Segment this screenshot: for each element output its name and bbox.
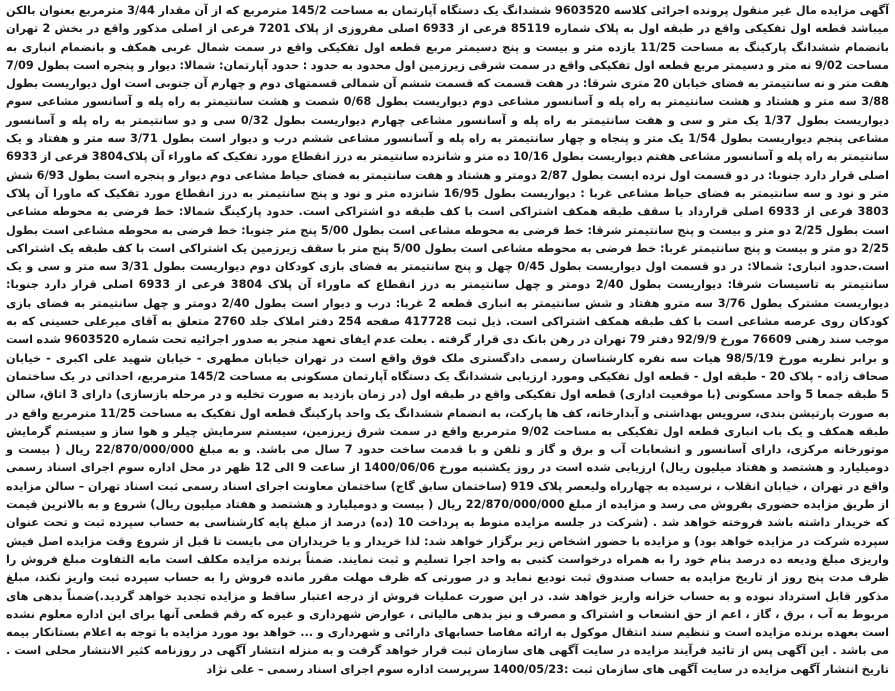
auction-notice-body: آگهی مزایده مال غیر منقول پرونده اجرائی کلاسه 9603520 ششدانگ یک دستگاه آپارتمان به مساحت 145/2 مترمربع که از آن مقدار 3/44 مترمربع بعنوان بالکن میباشد قطعه اول تفکیکی واقع در طبقه اول به پلاک شماره 85119 فرعی از 6933 اصلی مفروزی از پلاک 7201 فرعی از اصلی مذکور واقع در بخش 2 تهران بانضمام ششدانگ پارکینگ به مساحت 11/25 یازده متر و بیست و پنج دسیمتر مربع قطعه اول تفکیکی واقع در سمت شمال غربی همکف و بانضمام انباری به مساحت 9/02 نه متر و دسیمتر مربع قطعه اول تفکیکی واقع در سمت شرقی زیرزمین اول محدود به حدود : حدود آپارتمان: شمالا: دیوار و پنجره است بطول 7/09 هفت متر و نه سانتیمتر به فضای خیابان 20 متری شرقا: در هفت قسمت که قسمت ششم آن شمالی قسمتهای دوم و چهارم آن جنوبی است اول دیواریست بطول 3/88 سه متر و هشتاد و هشت سانتیمتر به راه پله و آسانسور مشاعی دوم دیواریست بطول 0/68 شصت و هشت سانتیمتر به راه پله و آسانسور مشاعی سوم دیواریست بطول 1/37 یک متر و سی و هفت سانتیمتر به راه پله و آسانسور مشاعی چهارم دیواریست بطول 0/32 سی و دو سانتیمتر به راه پله و آسانسور مشاعی پنجم دیواریست بطول 1/54 یک متر و پنجاه و چهار سانتیمتر به راه پله و آسانسور مشاعی ششم درب و دیوار است بطول 3/71 سه متر و هفتاد و یک سانتیمتر به راه پله و آسانسور مشاعی هفتم دیواریست بطول 10/16 ده متر و شانزده سانتیمتر به درز انقطاع مورد تفکیک که ماوراء آن پلاک3804 فرعی از 6933 اصلی قرار دارد جنوبا: در دو قسمت اول نرده ایست بطول 2/87 دومتر و هشتاد و هفت سانتیمتر به فضای حیاط مشاعی دوم دیوار و پنجره است بطول 6/93 شش متر و نود و سه سانتیمتر به فضای حیاط مشاعی غربا : دیواریست بطول 16/95 شانزده متر و نود و پنج سانتیمتر به درز انقطاع مورد تفکیک که ماورا آن پلاک 3803 فرعی از 6933 اصلی قرارداد با سقف طبقه همکف اشتراکی است با کف طبقه دو اشتراکی است. حدود پارکینگ شمالا: خط فرضی به محوطه مشاعی است بطول 2/25 دو متر و بیست و پنج سانتیمتر شرقا: خط فرضی به محوطه مشاعی است بطول 5/00 پنج متر جنوبا: خط فرضی به محوطه مشاعی است بطول 2/25 دو متر و بیست و پنج سانتیمتر غربا: خط فرضی به محوطه مشاعی است بطول 5/00 پنج متر با سقف زیرزمین یک اشتراکی است با کف طبقه یک اشتراکی است.حدود انباری: شمالا: در دو قسمت اول دیواریست بطول 0/45 چهل و پنج سانتیمتر به فضای بازی کودکان دوم دیواریست بطول 3/31 سه متر و سی و یک سانتیمتر به تاسیسات شرقا: دیواریست بطول 2/40 دومتر و چهل سانتیمتر به درز انقطاع که ماوراء آن پلاک 3804 فرعی از 6933 اصلی قرار دارد جنوبا: دیواریست مشترک بطول 3/76 سه مترو هفتاد و شش سانتیمتر به انباری قطعه 2 غربا: درب و دیوار است بطول 2/40 دومتر و چهل سانتیمتر به فضای بازی کودکان روی عرصه مشاعی است با کف طبقه همکف اشتراکی است. ذیل ثبت 417728 صفحه 254 دفتر املاک جلد 2760 متعلق به آقای میرعلی حسینی که به موجب سند رهنی 76609 مورخ 92/9/9 دفتر 79 تهران در رهن بانک دی قرار گرفته . بعلت عدم ایفای تعهد منجر به صدور اجرائیه تحت شماره 9603520 شده است و برابر نظریه مورخ 98/5/19 هیات سه نفره کارشناسان رسمی دادگستری ملک فوق واقع است در تهران خیابان مطهری - خیابان شهید علی اکبری - خیابان صحاف زاده - پلاک 20 - طبقه اول - قطعه اول تفکیکی ومورد ارزیابی ششدانگ یک دستگاه آپارتمان مسکونی به مساحت 145/2 مترمربع، احداثی در یک ساختمان 5 طبقه جمعا 5 واحد مسکونی (با موقعیت اداری) قطعه اول تفکیکی واقع در طبقه اول (در زمان بازدید به صورت تخلیه و در مرحله بازسازی) دارای 3 اتاق، سالن به صورت پارتیشن بندی، سرویس بهداشتی و آبدارخانه، کف ها پارکت، به انضمام ششدانگ یک واحد پارکینگ قطعه اول تفکیک به مساحت 11/25 مترمربع واقع در طبقه همکف و یک باب انباری قطعه اول تفکیکی به مساحت 9/02 مترمربع واقع در سمت شرق زیرزمین، سیستم سرمایش چیلر و هوا ساز و سیستم گرمایش موتورخانه مرکزی، دارای آسانسور و انشعابات آب و برق و گاز و تلفن و با قدمت ساخت حدود 7 سال می باشد. و به مبلغ 22/870/000/000 ریال ( بیست و دومیلیارد و هشتصد و هفتاد میلیون ریال) ارزیابی شده است در روز یکشنبه مورخ 1400/06/06 از ساعت 9 الی 12 ظهر در محل اداره سوم اجرای اسناد رسمی واقع در تهران ، خیابان انقلاب ، نرسیده به چهارراه ولیعصر پلاک 919 (ساختمان سابق گاج) ساختمان معاونت اجرای اسناد رسمی ثبت اسناد تهران – سالن مزایده از طریق مزایده حضوری بفروش می رسد و مزایده از مبلغ 22/870/000/000 ریال ( بیست و دومیلیارد و هشتصد و هفتاد میلیون ریال) شروع و به بالاترین قیمت که خریدار داشته باشد فروخته خواهد شد . (شرکت در جلسه مزایده منوط به پرداخت 10 (ده) درصد از مبلغ پایه کارشناسی به حساب سپرده ثبت و تحت عنوان سپرده شرکت در مزایده خواهد بود) و مزایده با حضور اشخاص زیر برگزار خواهد شد: لذا خریدار و یا خریداران می بایست تا قبل از شروع وقت مزایده اصل فیش واریزی مبلغ ودیعه ده درصد بنام خود را به همراه درخواست کتبی به واحد اجرا تسلیم و ثبت نمایند. ضمناً برنده مزایده مکلف است مابه التفاوت مبلغ فروش را ظرف مدت پنج روز از تاریخ مزایده به حساب صندوق ثبت تودیع نماید و در صورتی که ظرف مهلت مقرر مانده فروش را به حساب سپرده ثبت واریز نکند، مبلغ مذکور قابل استرداد نبوده و به حساب خزانه واریز خواهد شد. در این صورت عملیات فروش از درجه اعتبار ساقط و مزایده تجدید خواهد گردید.)ضمناً بدهی های مربوط به آب ، برق ، گاز ، اعم از حق انشعاب و اشتراک و مصرف و نیز بدهی مالیاتی ، عوارض شهرداری و غیره که رقم قطعی آنها برای این اداره معلوم نشده است بعهده برنده مزایده است و تنظیم سند انتقال موکول به ارائه مفاصا حسابهای دارائی و شهرداری و ... خواهد بود مورد مزایده با توجه به اعلام بستانکار بیمه می باشد . این آگهی پس از تائید فرآیند مزایده در سایت آگهی های سازمان ثبت قرار خواهد گرفت و به منزله انتشار آگهی در روزنامه کثیر الانتشار محلی است . تاریخ انتشار آگهی مزایده در سایت آگهی های سازمان ثبت :1400/05/23 سرپرست اداره سوم اجرای اسناد رسمی – علی نژاد <box>6 4 890 676</box>
